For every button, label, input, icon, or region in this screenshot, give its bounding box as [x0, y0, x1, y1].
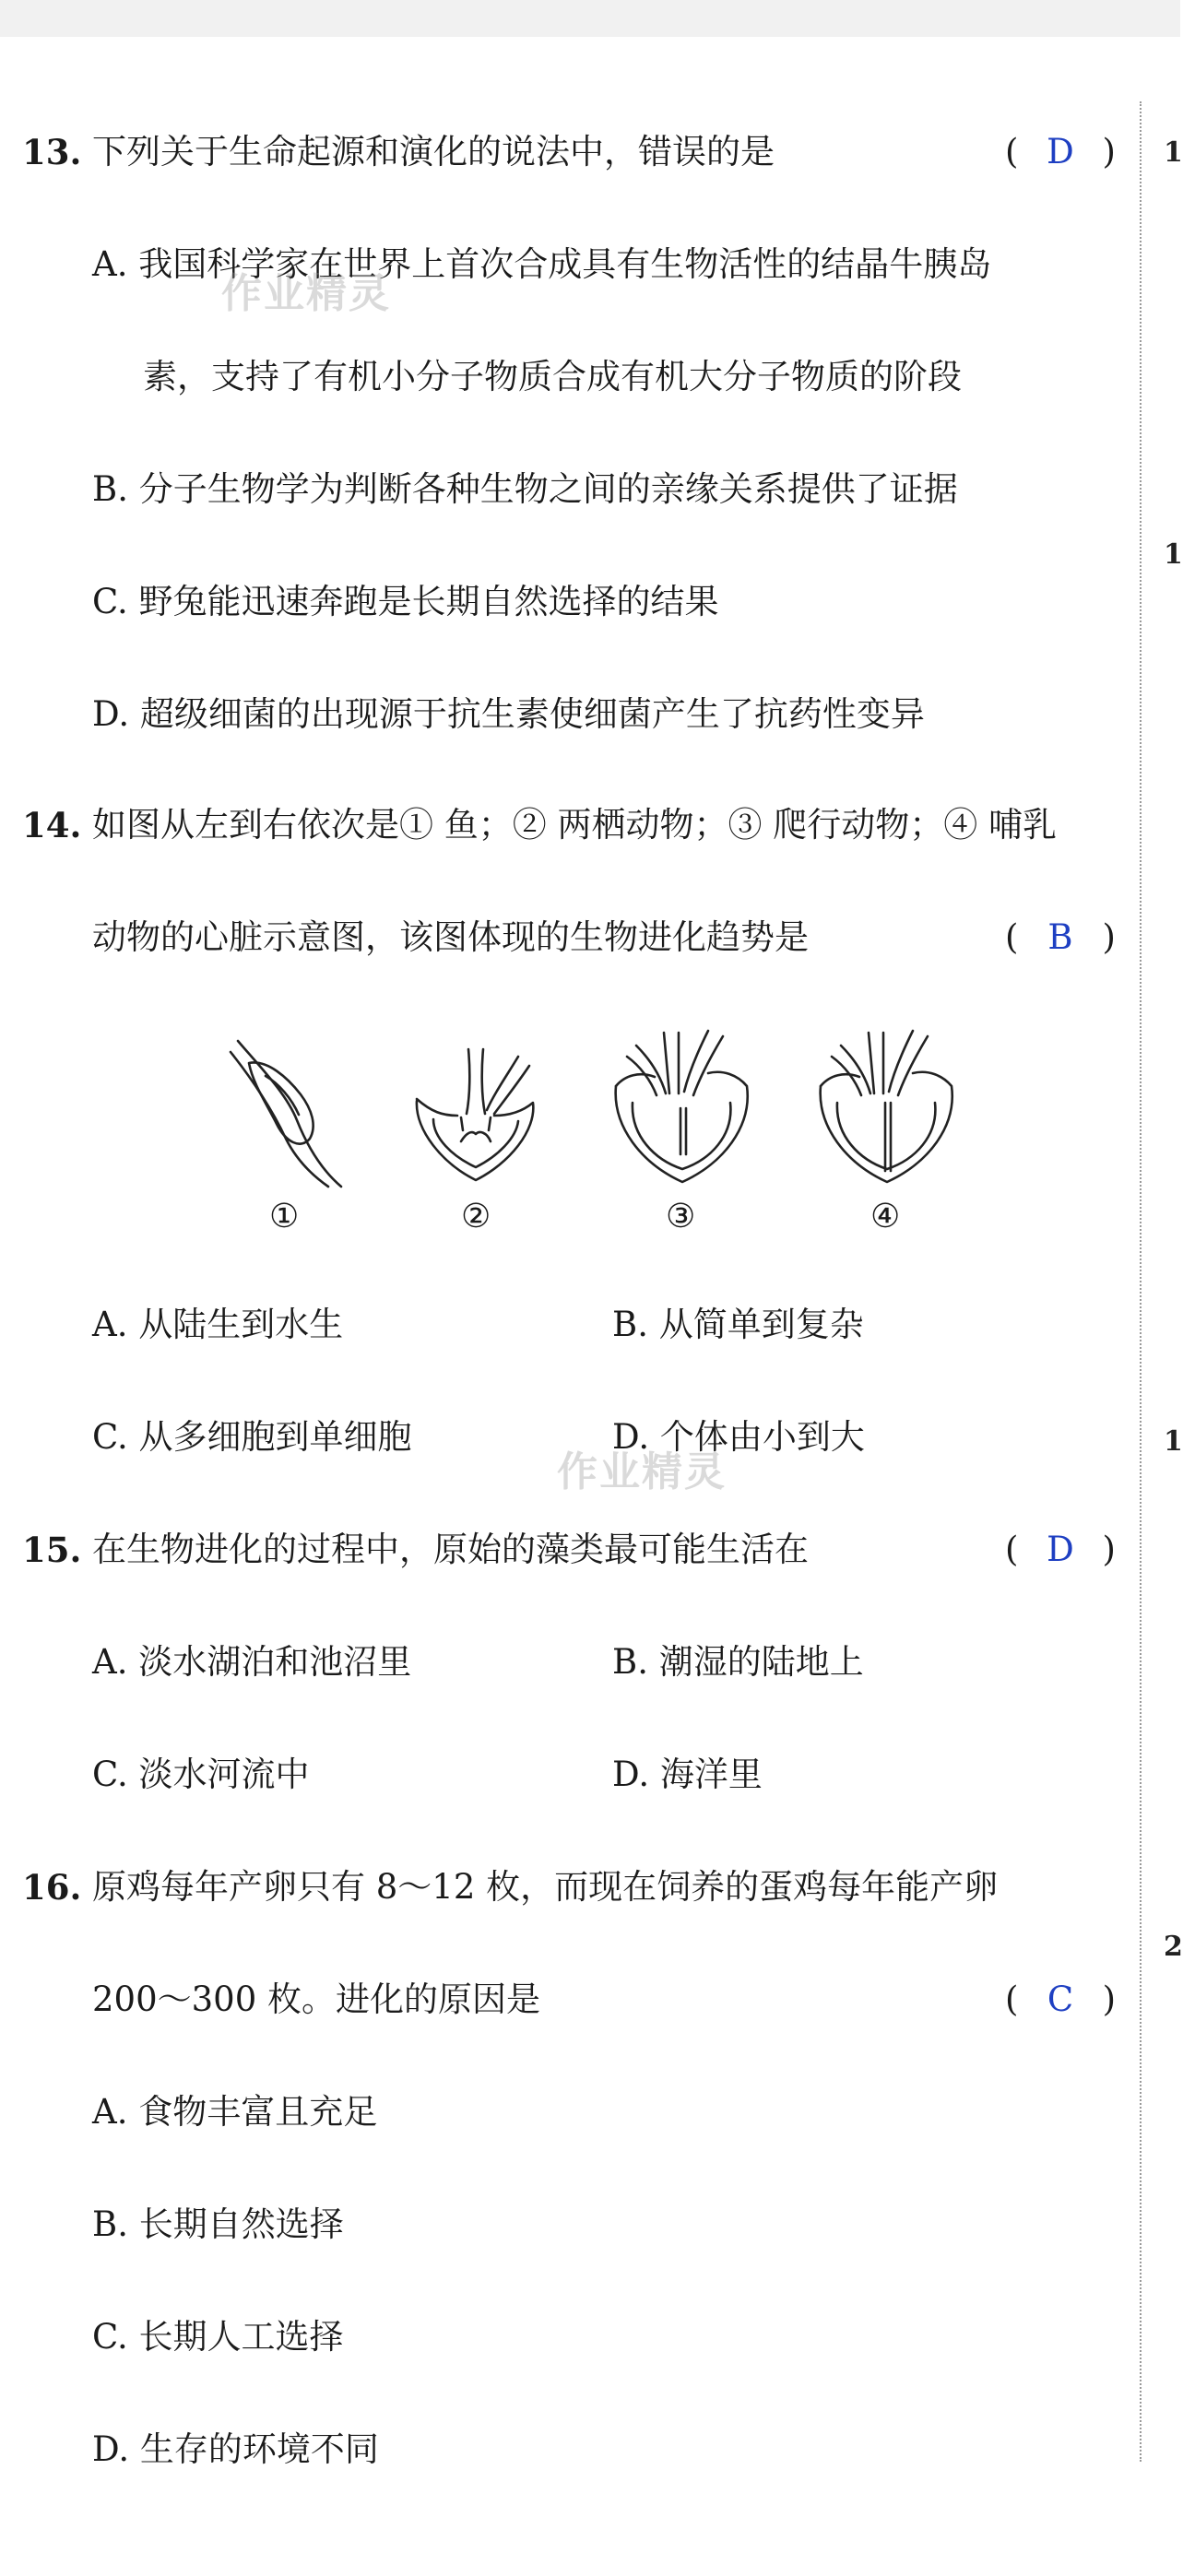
top-band [0, 0, 1180, 37]
option-a: A. 食物丰富且充足 [92, 2092, 378, 2132]
watermark: 作业精灵 [557, 1448, 727, 1495]
figure-label: ④ [870, 1198, 901, 1235]
option-c: C. 从多细胞到单细胞 [92, 1417, 412, 1457]
question-text: 在生物进化的过程中，原始的藻类最可能生活在 [92, 1530, 809, 1569]
option-b: B. 从简单到复杂 [612, 1305, 864, 1344]
option-c: C. 野兔能迅速奔跑是长期自然选择的结果 [92, 582, 719, 621]
right-edge-mark: 1 [1164, 1425, 1183, 1458]
watermark: 作业精灵 [221, 270, 391, 317]
question-number: 16. [22, 1867, 82, 1908]
question-number: 13. [22, 132, 82, 172]
figure-label: ② [461, 1198, 491, 1235]
option-b: B. 分子生物学为判断各种生物之间的亲缘关系提供了证据 [92, 469, 958, 509]
fish-heart-figure [221, 1028, 360, 1194]
answer-letter: C [1047, 1979, 1074, 2019]
question-text: 如图从左到右依次是① 鱼；② 两栖动物；③ 爬行动物；④ 哺乳 [92, 805, 1058, 845]
option-a-continued: 素，支持了有机小分子物质合成有机大分子物质的阶段 [143, 357, 962, 396]
answer-bracket: ( D ) [1005, 1527, 1116, 1573]
answer-letter: B [1047, 917, 1073, 957]
option-d: D. 超级细菌的出现源于抗生素使细菌产生了抗药性变异 [92, 694, 925, 734]
option-d: D. 个体由小到大 [612, 1417, 865, 1457]
answer-letter: D [1047, 1530, 1074, 1569]
question-text-continued: 动物的心脏示意图，该图体现的生物进化趋势是 [92, 917, 809, 957]
figure-label: ③ [666, 1198, 696, 1235]
question-text: 原鸡每年产卵只有 8～12 枚，而现在饲养的蛋鸡每年能产卵 [92, 1867, 999, 1907]
option-c: C. 淡水河流中 [92, 1755, 310, 1794]
option-d: D. 生存的环境不同 [92, 2429, 379, 2469]
right-edge-mark: 2 [1164, 1931, 1183, 1963]
reptile-heart-figure [609, 1025, 756, 1191]
answer-bracket: ( C ) [1005, 1977, 1116, 2023]
option-a: A. 我国科学家在世界上首次合成具有生物活性的结晶牛胰岛 [92, 244, 992, 284]
option-c: C. 长期人工选择 [92, 2317, 344, 2357]
right-edge-mark: 1 [1164, 538, 1183, 571]
answer-letter: D [1047, 132, 1074, 171]
question-text: 下列关于生命起源和演化的说法中，错误的是 [92, 132, 775, 171]
mammal-heart-figure [813, 1025, 961, 1191]
question-text-continued: 200～300 枚。进化的原因是 [92, 1979, 541, 2019]
answer-bracket: ( D ) [1005, 129, 1116, 175]
right-edge-mark: 1 [1164, 136, 1183, 169]
figure-label: ① [269, 1198, 300, 1235]
answer-bracket: ( B ) [1005, 915, 1116, 961]
option-a: A. 从陆生到水生 [92, 1305, 344, 1344]
question-number: 14. [22, 805, 82, 845]
amphibian-heart-figure [406, 1042, 544, 1189]
question-number: 15. [22, 1530, 82, 1570]
option-b: B. 长期自然选择 [92, 2204, 344, 2244]
option-d: D. 海洋里 [612, 1755, 763, 1794]
column-divider [1140, 101, 1142, 2462]
option-b: B. 潮湿的陆地上 [612, 1642, 864, 1682]
option-a: A. 淡水湖泊和池沼里 [92, 1642, 412, 1682]
